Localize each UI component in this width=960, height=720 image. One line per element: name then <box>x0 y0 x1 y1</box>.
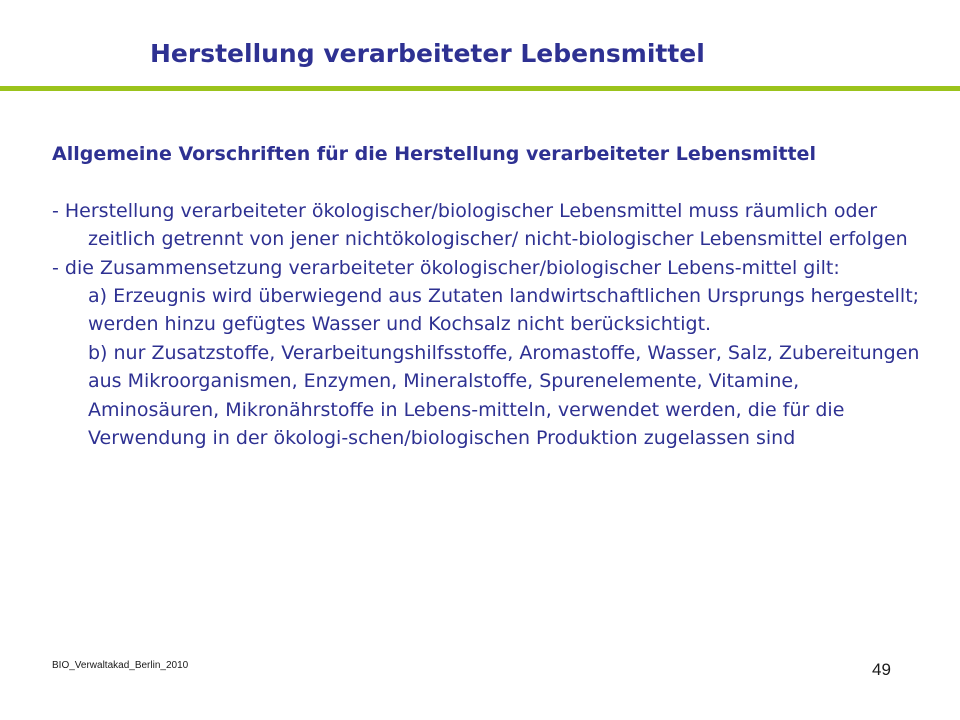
slide-title: Herstellung verarbeiteter Lebensmittel <box>150 39 705 68</box>
sub-item-a: a) Erzeugnis wird überwiegend aus Zutaten landwirtschaftlichen Ursprungs hergestellt; werden hinzu gefügtes Wasser und Kochsalz nicht berücksichtigt. <box>88 285 920 336</box>
bullet-composition: - die Zusammensetzung verarbeiteter ökologischer/biologischer Lebens-mittel gilt: <box>52 256 840 279</box>
slide-body <box>52 140 932 452</box>
sub-item-b: b) nur Zusatzstoffe, Verarbeitungshilfsstoffe, Aromastoffe, Wasser, Salz, Zubereitungen aus Mikroorganismen, Enzymen, Mineralstoffe, Spurenelemente, Vitamine, Aminosäuren, Mikronährstoffe in Lebens-mitteln, verwendet werden, die für die Verwendung in der ökologi-schen/biologischen Produktion zugelassen sind <box>88 341 920 450</box>
bullet-separation: - Herstellung verarbeiteter ökologischer/biologischer Lebensmittel muss räumlich oder zeitlich getrennt von jener nichtökologischer/ nicht-biologischer Lebensmittel erfolgen <box>52 199 908 251</box>
blank-line <box>52 168 932 196</box>
footer-source: BIO_Verwaltakad_Berlin_2010 <box>52 660 189 671</box>
section-heading: Allgemeine Vorschriften für die Herstellung verarbeiteter Lebensmittel <box>52 143 816 165</box>
page-number: 49 <box>872 660 891 679</box>
title-divider <box>0 86 960 91</box>
